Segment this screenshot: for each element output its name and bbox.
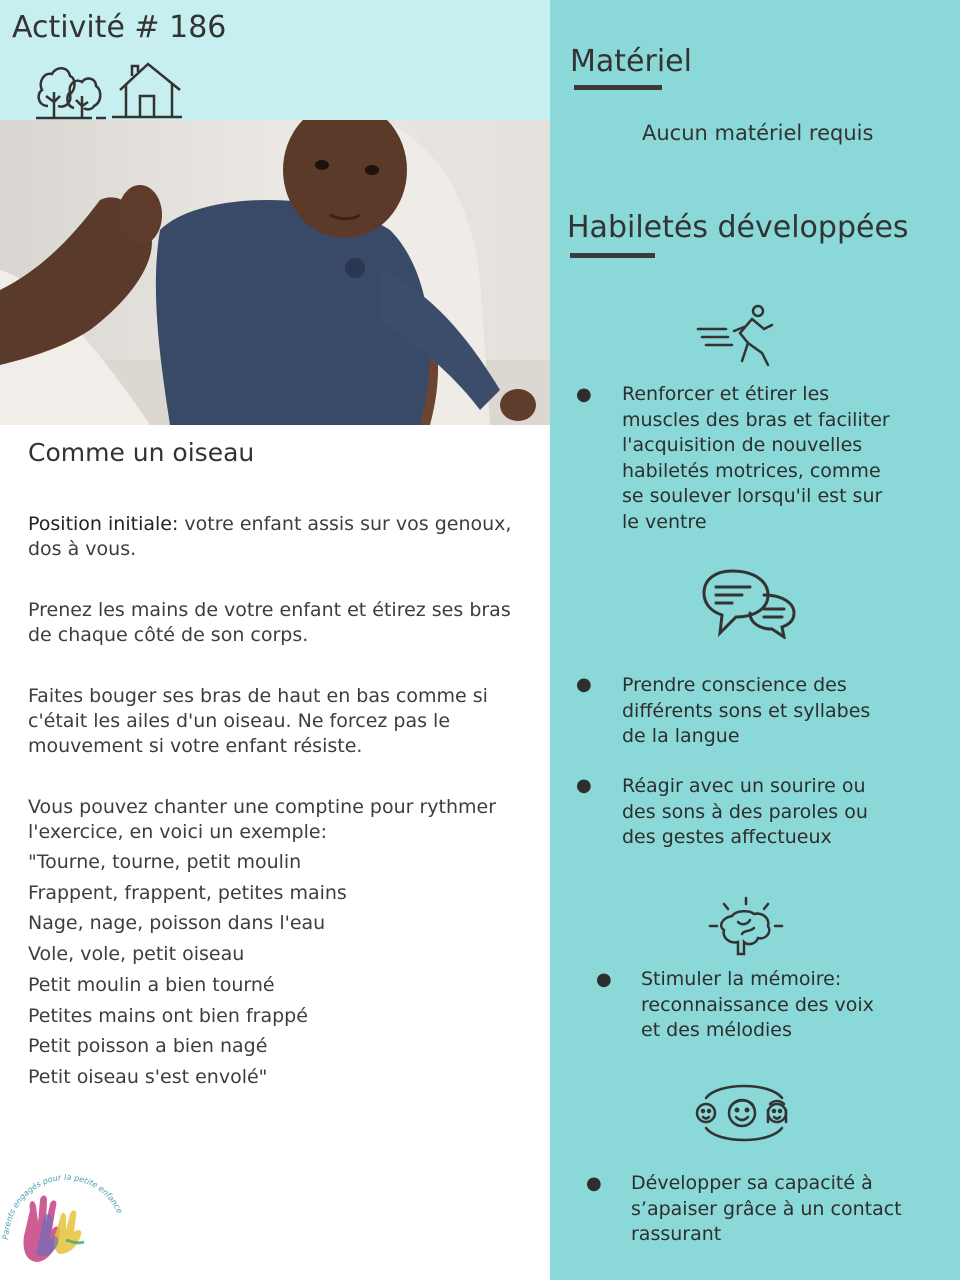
rhyme-line: Frappent, frappent, petites mains bbox=[28, 881, 347, 904]
nursery-rhyme bbox=[28, 847, 528, 1093]
bullet-3: ● bbox=[576, 775, 592, 796]
rhyme-line: Petit moulin a bien tourné bbox=[28, 973, 275, 996]
position-paragraph bbox=[28, 512, 528, 562]
skills-heading: Habiletés développées bbox=[567, 210, 909, 245]
instruction-paragraph-3: Vous pouvez chanter une comptine pour rythmer l'exercice, en voici un exemple: bbox=[28, 796, 497, 843]
bullet-4: ● bbox=[596, 969, 612, 990]
bullet-5: ● bbox=[586, 1173, 602, 1194]
activity-name: Comme un oiseau bbox=[28, 438, 255, 467]
skill-3: Réagir avec un sourire ou des sons à des paroles ou des gestes affectueux bbox=[622, 775, 868, 848]
header-band bbox=[0, 0, 550, 120]
activity-number-title: Activité # 186 bbox=[12, 10, 227, 45]
house-icon bbox=[112, 60, 184, 120]
running-person-icon bbox=[696, 303, 780, 367]
speech-bubbles-icon bbox=[702, 567, 796, 639]
rhyme-line: "Tourne, tourne, petit moulin bbox=[28, 851, 302, 873]
activity-instructions bbox=[28, 512, 528, 1093]
skill-5: Développer sa capacité à s’apaiser grâce à un contact rassurant bbox=[631, 1172, 902, 1245]
bullet-1: ● bbox=[576, 384, 592, 405]
rhyme-line: Petites mains ont bien frappé bbox=[28, 1004, 308, 1027]
skill-2: Prendre conscience des différents sons et syllabes de la langue bbox=[622, 674, 871, 747]
logo-text: Parents engagés pour la petite enfance bbox=[0, 1172, 125, 1241]
skill-1: Renforcer et étirer les muscles des bras et faciliter l'acquisition de nouvelles habiletés motrices, comme se soulever lorsqu'il est sur le ventre bbox=[622, 383, 890, 533]
family-faces-icon bbox=[694, 1080, 794, 1146]
bullet-2: ● bbox=[576, 674, 592, 695]
position-label: Position initiale: bbox=[28, 513, 179, 535]
brain-idea-icon bbox=[706, 896, 786, 958]
rhyme-line: Vole, vole, petit oiseau bbox=[28, 943, 245, 966]
rhyme-line: Nage, nage, poisson dans l'eau bbox=[28, 912, 326, 935]
organization-logo bbox=[0, 1170, 130, 1280]
skills-underline bbox=[570, 253, 655, 258]
position-text: votre enfant assis sur vos genoux, dos à vous. bbox=[28, 513, 512, 560]
hands-logo-icon bbox=[0, 1170, 130, 1280]
rhyme-line: Petit oiseau s'est envolé" bbox=[28, 1065, 268, 1088]
instruction-paragraph-2: Faites bouger ses bras de haut en bas comme si c'était les ailes d'un oiseau. Ne forcez pas le mouvement si votre enfant résiste. bbox=[28, 685, 488, 757]
trees-icon bbox=[36, 62, 108, 120]
baby-photo bbox=[0, 120, 550, 425]
rhyme-line: Petit poisson a bien nagé bbox=[28, 1035, 268, 1058]
material-heading: Matériel bbox=[570, 44, 692, 79]
material-underline bbox=[574, 85, 662, 90]
skill-4: Stimuler la mémoire: reconnaissance des voix et des mélodies bbox=[641, 968, 874, 1041]
material-text: Aucun matériel requis bbox=[642, 121, 874, 145]
instruction-paragraph-1: Prenez les mains de votre enfant et étirez ses bras de chaque côté de son corps. bbox=[28, 599, 511, 646]
